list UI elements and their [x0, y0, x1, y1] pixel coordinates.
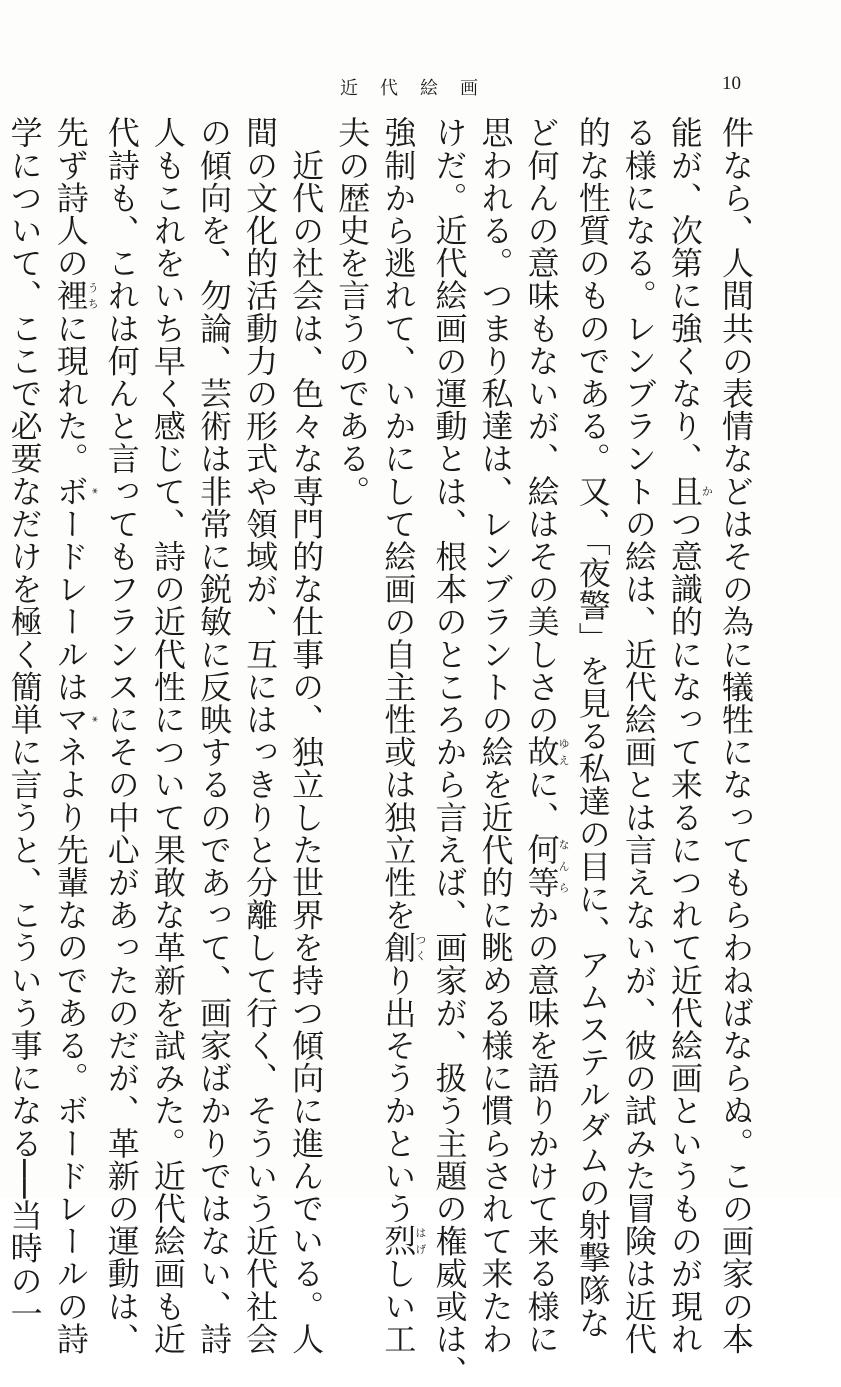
- ruby-reading: ゆえ: [557, 735, 571, 768]
- text-segment: しい工: [379, 1257, 418, 1355]
- text-segment: 間の文化的活動力の形式や領域が、互にはっきりと分離して行く、そういう近代社会: [241, 116, 280, 1355]
- text-segment: けだ。近代絵画の運動とは、根本のところから言えば、画家が、扱う主題の権威或は、: [430, 116, 469, 1387]
- text-segment: 思われる。つまり私達は、レンブラントの絵を近代的に眺める様に慣らされて来たわ: [476, 116, 515, 1355]
- ruby-annotation: [522, 735, 571, 769]
- ruby-annotation: [51, 702, 100, 736]
- ruby-base: 烈: [379, 1224, 418, 1258]
- text-segment: 件なら、人間共の表情などはその為に犠牲になってもらわねばならぬ。この画家の本: [717, 116, 755, 1355]
- ruby-base: 故: [522, 735, 561, 769]
- body-text: [2, 116, 760, 1387]
- text-segment: 強制から逃れて、いかにして絵画の自主性或は独立性を: [379, 116, 418, 931]
- ruby-base: 裡: [51, 279, 90, 312]
- text-column: [472, 116, 518, 1355]
- ruby-annotation: [522, 833, 571, 899]
- text-segment: に現れた。: [51, 311, 90, 475]
- ruby-reading: か: [700, 474, 714, 508]
- text-column: [616, 116, 662, 1355]
- ruby-annotation: [379, 931, 427, 964]
- ruby-reading: うち: [86, 279, 100, 312]
- ruby-annotation: [379, 1224, 427, 1258]
- ruby-base: 創: [379, 931, 418, 964]
- text-column: [519, 116, 571, 1355]
- ruby-base: ボ: [51, 474, 90, 508]
- text-segment: 的な性質のものである。又、「夜警」を見る私達の目に、アムステルダムの射撃隊な: [573, 116, 612, 1339]
- text-column: [713, 116, 759, 1355]
- ruby-base: 何等: [522, 833, 561, 899]
- ruby-annotation: [665, 474, 714, 508]
- ruby-base: マ: [51, 702, 90, 736]
- text-segment: の傾向を、勿論、芸術は非常に鋭敏に反映するのであって、画家ばかりではない、詩: [194, 116, 233, 1355]
- text-segment: 人もこれをいち早く感じて、詩の近代性について果敢な革新を試みた。近代絵画も近: [148, 116, 187, 1355]
- text-column: [662, 116, 714, 1355]
- ruby-reading: はげ: [413, 1224, 427, 1258]
- text-column: [329, 116, 375, 1178]
- text-segment: に、: [522, 768, 561, 834]
- ruby-annotation: [51, 279, 100, 312]
- text-segment: 先ず詩人の: [51, 116, 90, 279]
- text-segment: つ意識的になって来るにつれて近代絵画というものが現れ: [665, 507, 704, 1355]
- ruby-annotation: [51, 474, 100, 508]
- text-column: [375, 116, 427, 1355]
- ruby-reading: *: [86, 474, 100, 508]
- running-title: 近代絵画: [340, 78, 500, 99]
- text-segment: ど何んの意味もないが、絵はその美しさの: [522, 116, 561, 736]
- text-segment: 近代の社会は、色々な専門的な仕事の、独立した世界を持つ傾向に進んでいる。人: [287, 116, 326, 1355]
- text-segment: ードレールは: [51, 507, 90, 703]
- ruby-base: 且: [665, 474, 704, 508]
- text-segment: 学について、ここで必要なだけを極く簡単に言うと、こういう事になる──当時の一: [5, 116, 44, 1330]
- page-number: 10: [722, 73, 741, 94]
- text-segment: ネより先輩なのである。ボードレールの詩: [51, 735, 90, 1355]
- text-column: [145, 116, 191, 1355]
- ruby-reading: *: [86, 702, 100, 736]
- text-column: [237, 116, 283, 1355]
- text-segment: 代詩も、これは何んと言ってもフランスにその中心があったのだが、革新の運動は、: [102, 116, 141, 1355]
- text-segment: 夫の歴史を言うのである。: [333, 116, 372, 508]
- text-column: [191, 116, 237, 1355]
- text-segment: り出そうかという: [379, 963, 418, 1225]
- text-column: [48, 116, 100, 1355]
- text-column: [99, 116, 145, 1355]
- text-segment: る様になる。レンブラントの絵は、近代絵画とは言えないが、彼の試みた冒険は近代: [619, 116, 658, 1355]
- ruby-reading: なんら: [557, 833, 571, 899]
- text-column: [570, 116, 616, 1339]
- text-segment: かの意味を語りかけて来る様に: [522, 898, 561, 1355]
- text-column: [426, 116, 472, 1387]
- ruby-reading: つく: [413, 931, 427, 964]
- text-column: [283, 116, 329, 1355]
- text-column: [2, 116, 48, 1330]
- text-segment: 能が、次第に強くなり、: [665, 116, 704, 475]
